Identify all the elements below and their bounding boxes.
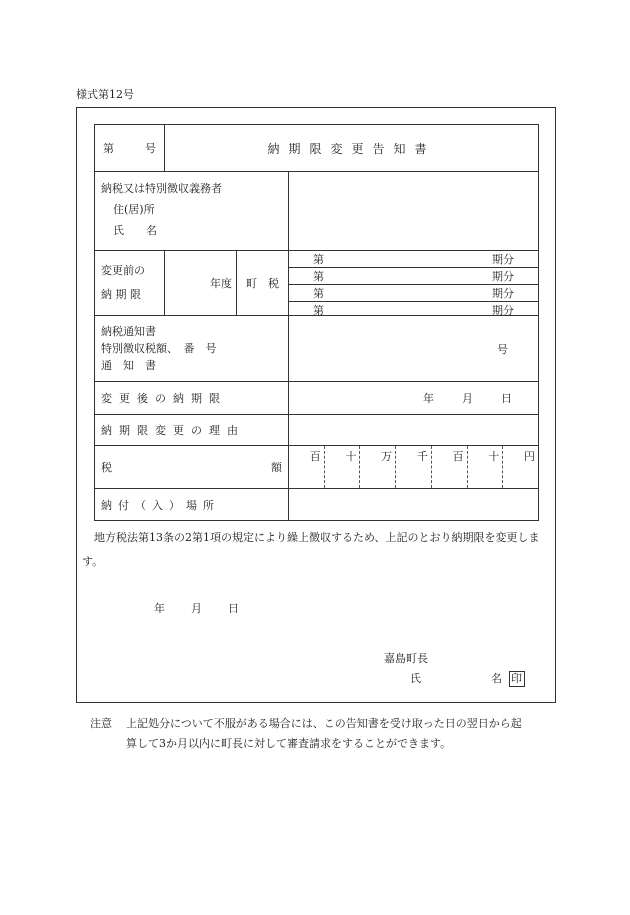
fiscal-year-cell: 年度	[165, 251, 237, 316]
payment-place-label: 納付（入）場所	[95, 489, 289, 521]
issuer-name-line: 氏 名 印	[410, 670, 525, 687]
digit-thousand: 千	[396, 446, 432, 488]
town-tax-label: 町 税	[246, 277, 279, 290]
notice-label-cell: 納税通知書 特別徴収税額、 番 号 通 知 書	[95, 316, 289, 382]
digit-hundred: 百	[432, 446, 468, 488]
payment-place-value	[289, 489, 539, 521]
period-row: 第 期分	[289, 285, 538, 302]
notice-form-table	[94, 124, 539, 521]
notice-number-prefix: 第	[103, 142, 114, 155]
legal-statement: 地方税法第13条の2第1項の規定により繰上徴収するため、上記のとおり納期限を変更します。	[82, 531, 540, 568]
issue-date: 年 月 日	[154, 602, 239, 615]
address-label: 住(居)所	[113, 203, 155, 216]
digit-ten: 十	[468, 446, 504, 488]
reason-value	[289, 415, 539, 446]
form-number: 様式第12号	[76, 88, 134, 101]
period-row: 第 期分	[313, 304, 515, 317]
before-due-label: 変更前の 納 期 限	[95, 251, 165, 316]
name-label: 氏 名	[113, 224, 157, 237]
note-line-2: 算して3か月以内に町長に対して審査請求をすることができます。	[126, 737, 452, 750]
periods-cell	[289, 251, 539, 316]
taxpayer-label: 納税又は特別徴収義務者	[101, 182, 222, 195]
taxpayer-value	[289, 172, 539, 251]
digit-yen: 円	[524, 450, 536, 463]
digit-ten-thousand: 万	[360, 446, 396, 488]
issuer-office: 嘉島町長	[384, 652, 428, 665]
after-due-label: 変更後の納期限	[95, 382, 289, 415]
reason-label: 納期限変更の理由	[95, 415, 289, 446]
document-title: 納期限変更告知書	[165, 125, 539, 172]
digit-ten-million: 十	[325, 446, 361, 488]
tax-type-cell	[237, 251, 289, 316]
tax-amount-label: 税	[95, 446, 237, 489]
after-due-date: 年 月 日	[289, 382, 539, 415]
period-row: 第 期分	[289, 268, 538, 285]
tax-amount-digits	[289, 446, 539, 489]
note-line-1: 注意 上記処分について不服がある場合には、この告知書を受け取った日の翌日から起	[90, 717, 522, 730]
digit-hundred-million: 百	[289, 446, 325, 488]
notice-number-cell	[95, 125, 165, 172]
taxpayer-label-cell	[95, 172, 289, 251]
notice-number-value: 号	[289, 316, 539, 382]
tax-amount-label-end: 額	[237, 446, 289, 489]
seal-mark: 印	[509, 671, 525, 687]
period-row: 第 期分	[289, 251, 538, 268]
notice-number-suffix: 号	[145, 142, 156, 155]
